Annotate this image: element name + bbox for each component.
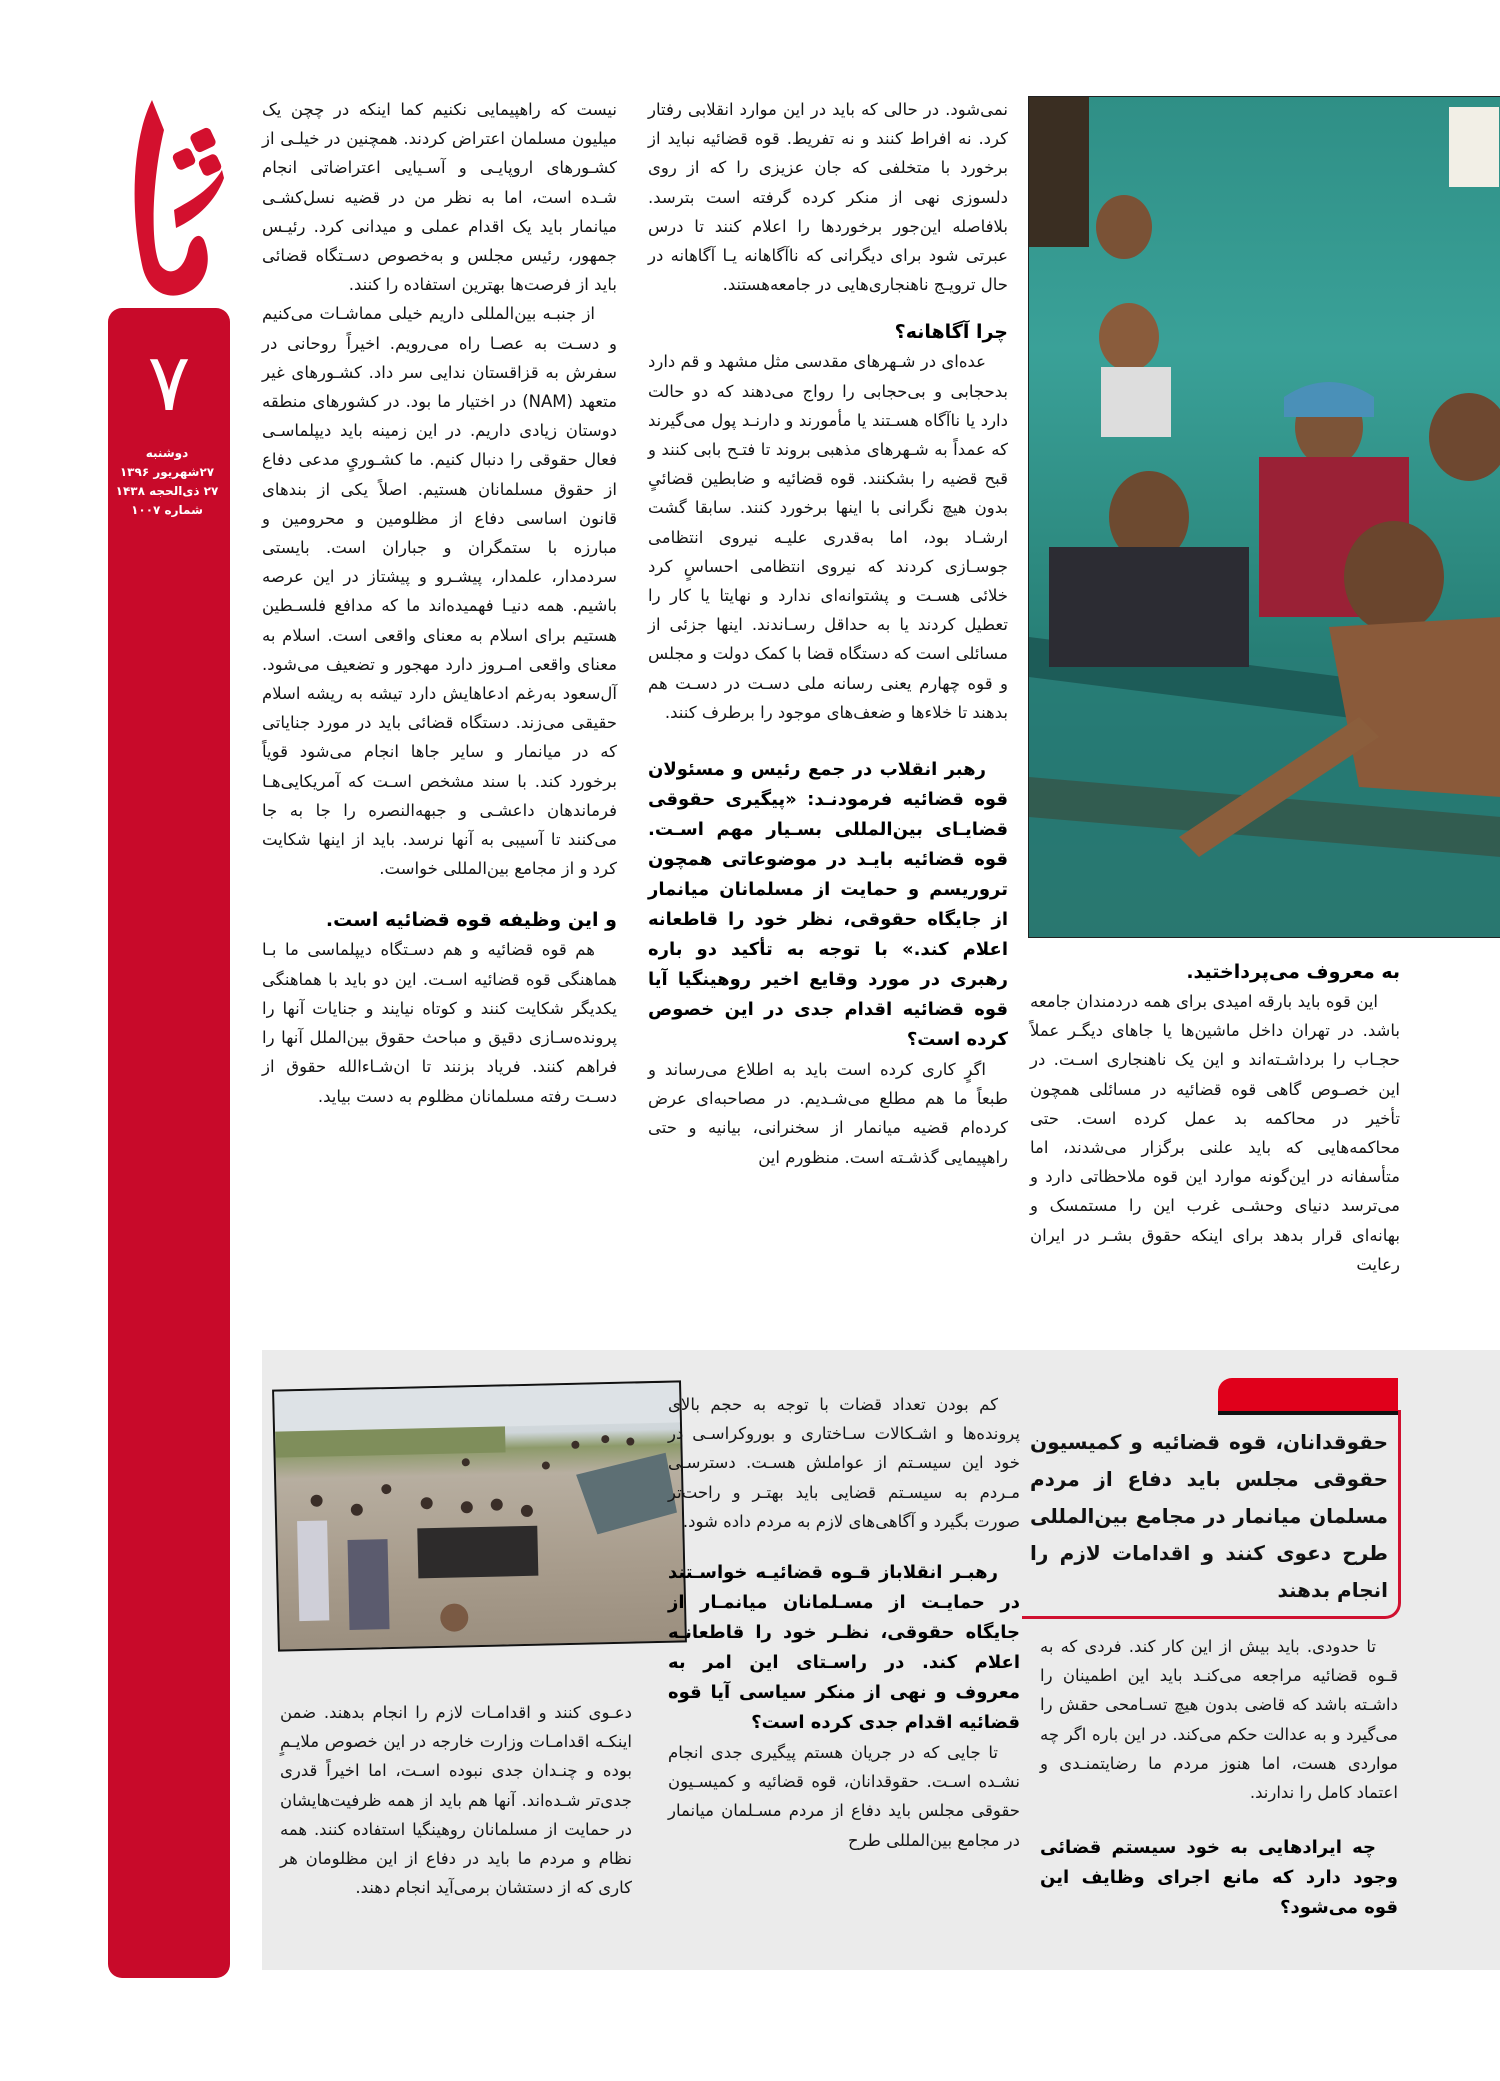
article-column-3 <box>262 95 617 1111</box>
beach-rescue-photo-icon <box>274 1382 685 1649</box>
interview-question-3: رهبـر انقلاباز قـوه قضائیـه خواسـتند در حمایـت از مسـلمانان میانمـار از جایگاه حقوقی، نظـر خود را قاطعانـه اعلام کند. در راسـتای این امر به معروف و نهی از منکر سیاسی آیا قوه قضائیه اقدام جدی کرده است؟ <box>668 1562 1020 1734</box>
paragraph: کم بودن تعداد قضات با توجه به حجم بالای پرونده‌ها و اشـکالات سـاختاری و بوروکراسـی در خود این سیسـتم از عواملش هسـت. دسترسـی مـردم به سیسـتم قضایی باید بهتـر و راحت‌تر صورت بگیرد و آگاهی‌های لازم به مردم داده شود. <box>668 1395 1020 1531</box>
paragraph: اگرٍ کاری کرده است باید به اطلاع می‌رساند و طبعاً ما هم مطلع می‌شـدیم. در مصاحبه‌ای عرض کرده‌ام قضیه میانمار از سخنرانی، بیانیه و حتی راهپیمایی گذشـته است. منظورم این <box>648 1060 1008 1167</box>
page-tab <box>108 308 230 1978</box>
paragraph: تا حدودی. باید بیش از این کار کند. فردی که به قـوه قضائیه مراجعه می‌کنـد باید این اطمینان را داشـته باشد که قاضی بدون هیچ تسـامحی حقش را می‌گیرد و به عدالت حکم می‌کند. در این باره اگر چه مواردی هست، اما هنوز مردم ما رضایتمنـدی و اعتماد کامل را ندارند. <box>1040 1637 1398 1803</box>
paragraph: تا جایی که در جریان هستم پیگیری جدی انجام نشـده اسـت. حقوقدانان، قوه قضائیه و کمیسـیون حقوقی مجلس باید دفاع از مردم مسـلمان میانمار در مجامع بین‌المللی طرح <box>668 1743 1020 1850</box>
paragraph: نمی‌شود. در حالی که باید در این موارد انقلابی رفتار کرد. نه افراط کنند و نه تفریط. قوه قضائیه نباید از برخورد با متخلفی که جان عزیزی را که از روی دلسوزی نهی از منکر کرده گرفته است بترسد. بلافاصله این‌جور برخوردها را اعلام کنند تا درس عبرتی شود برای دیگرانی که ناآگاهانه یـا آگاهانه در حال ترویـج ناهنجاری‌هایی در جامعه‌هستند. <box>648 100 1008 295</box>
pull-quote: حقوقدانان، قوه قضائیه و کمیسیون حقوقی مجلس باید دفاع از مردم مسلمان میانمار در مجامع بین‌المللی طرح دعوی کنند و اقدامات لازم را انجام بدهند <box>1030 1430 1388 1602</box>
paragraph: این قوه باید بارقه امیدی برای همه دردمندان جامعه باشد. در تهران داخل ماشین‌ها یا جاهای دیگـر عملاً حجـاب را برداشـته‌اند و این یک ناهنجاری اسـت. در این خصـوص گاهی قوه قضائیه در مسائلی همچون تأخیر در محاکمه بد عمل کرده است. حتی محاکمه‌هایی که باید علنی برگزار می‌شدند، اما متأسفانه در این‌گونه موارد این قوه ملاحظاتی دارد و می‌ترسد دنیای وحشـی غرب این را مستمسک و بهانه‌ای قرار بدهد برای اینکه حقوق بشـر در ایران رعایت <box>1030 992 1400 1274</box>
logo-calligraphy-icon <box>112 90 232 305</box>
article-column-2 <box>648 95 1008 1172</box>
subhead-judiciary-duty: و این وظیفه قوه قضائیه است. <box>325 909 617 932</box>
paragraph: هم قوه قضائیه و هم دسـتگاه دیپلماسی ما بـا هماهنگی قوه قضائیه اسـت. این دو باید با هماهنگی یکدیگر شکایت کنند و کوتاه نیایند و جنایات آنها را پرونده‌سـازی دقیق و مباحث حقوق بین‌الملل آنها را فراهم کنند. فریاد بزنند تا ان‌شـاءالله حقوق از دسـت رفته مسلمانان مظلوم به دست بیاید. <box>262 940 617 1106</box>
sidebar-column-middle <box>668 1390 1020 1855</box>
date-lunar: ۲۷ ذی‌الحجه ۱۴۳۸ <box>115 484 219 498</box>
subhead-enjoining-good: به معروف می‌پرداختید. <box>1186 961 1400 983</box>
paragraph: نیست که راهپیمایی نکنیم کما اینکه در چچن یک میلیون مسلمان اعتراض کردند. همچنین در خیلـی از کشـورهای اروپایـی و آسـیایی اعتراضاتی انجام شـده است، اما به نظر من در قضیه نسل‌کشـی میانمار باید یک اقدام عملی و میدانی کرد. رئیـس جمهور، رئیس مجلس و به‌خصوص دسـتگاه قضائی باید از فرصت‌ها بهترین استفاده را کنند. <box>262 100 617 295</box>
subhead-why-aware: چرا آگاهانه؟ <box>894 321 1008 344</box>
interview-question-2: چه ایرادهایی به خود سیستم قضائی وجود دارد که مانع اجرای وظایف این قوه می‌شود؟ <box>1040 1837 1398 1919</box>
sidebar-column-left <box>280 1698 632 1902</box>
paragraph: عده‌ای در شـهرهای مقدسی مثل مشهد و قم دارد بدحجابی و بی‌حجابی را رواج می‌دهند که دو حالت دارد یا ناآگاه هسـتند یا مأمورند و دارنـد پول می‌گیرند که عمداً به شـهرهای مذهبی بروند تا فتـح بابی کنند و قبح قضیه را بشکنند. قوه قضائیه و ضابطین قضائیٍ بدون هیچ نگرانی با اینها برخورد کنند. سابقا گشت ارشـاد بود، اما به‌قدری علیـه نیروی انتظامی جوسـازی کردند که نیروی انتظامی احساسٍ کرد خلائی هسـت و پشتوانه‌ای ندارد و نهایتا یا کار را تعطیل کردند یا به حداقل رسـاندند. اینها جزئی از مسائلی است که دستگاه قضا با کمک دولت و مجلس و قوه چهارم یعنی رسانه ملی دسـت در دسـت هم بدهند تا خلاءها و ضعف‌های موجود را برطرف کنند. <box>648 352 1008 722</box>
paragraph: از جنبـه بین‌المللی داریم خیلی مماشـات می‌کنیم و دسـت به عصـا راه می‌رویم. اخیراً روحانی در سفرش به قزاقستان ندایی سر داد. کشـورهای غیر متعهد (NAM) در اختیار ما بود. در کشورهای منطقه دوستان زیادی داریم. در این زمینه باید دیپلماسـی فعال حقوقی را دنبال کنیم. ما کشـوریٍ مدعی دفاع از حقوق مسلمانان هستیم. اصلاً یکی از بندهای قانون اساسی دفاع از مظلومین و محرومین و مبارزه با ستمگران و جباران است. بایستی سردمدار، علمدار، پیشـرو و پیشتاز در این عرصه باشیم. همه دنیـا فهمیده‌اند ما که مدافع فلسـطین هستیم برای اسلام به معنای واقعی است. اسلام به معنای واقعی امـروز دارد مهجور و تضعیف می‌شود. آل‌سعود به‌رغم ادعاهایش دارد تیشه به ریشه اسلام حقیقی می‌زند. دستگاه قضائی باید در مورد جنایاتی که در میانمار و سایر جاها انجام می‌شود قویاً برخورد کند. با سند مشخص اسـت که آمریکایی‌هـا فرماندهان داعشـی و جبهه‌النصره را جا به جا می‌کنند تا آسیبی به آنها نرسد. باید از اینها شکایت کرد و از مجامع بین‌المللی خواست. <box>262 304 617 879</box>
magazine-logo <box>112 90 232 305</box>
refugee-boat-photo-icon <box>1029 97 1500 937</box>
issue-date-block <box>108 444 226 520</box>
issue-number: شماره ۱۰۰۷ <box>131 503 203 517</box>
interview-question-1: رهبر انقلاب در جمع رئیس و مسئولان قوه قضائیه فرمودنـد: «پیگیری حقوقی قضایـای بین‌المللی بسـیار مهم اسـت. قوه قضائیه بایـد در موضوعاتی همچون تروریسم و حمایت از مسلمانان میانمار از جایگاه حقوقی، نظر خود را قاطعانه اعلام کند.» با توجه به تأکید دو باره رهبری در مورد وقایع اخیر روهینگیا آیا قوه قضائیه اقدام جدی در این خصوص کرده است؟ <box>648 759 1008 1051</box>
page-number: ۷ <box>147 336 191 429</box>
article-column-1 <box>1030 957 1400 1279</box>
photo-refugees-on-boat <box>1028 96 1500 938</box>
photo-rohingya-beach <box>272 1380 687 1651</box>
paragraph: دعـوی کنند و اقدامـات لازم را انجام بدهند. ضمن اینکـه اقدامـات وزارت خارجه در این خصوص ملایـمٍ بوده و چنـدان جدی نبوده اسـت، اما اخیراً قدری جدی‌تر شـده‌اند. آنها هم باید از همه ظرفیت‌هایشان در حمایت از مسلمانان روهینگیا استفاده کنند. همه نظام و مردم ما باید در دفاع از این مظلومان هر کاری که از دستشان برمی‌آید انجام دهند. <box>280 1703 632 1898</box>
weekday: دوشنبه <box>145 446 189 460</box>
date-solar: ۲۷شهریور ۱۳۹۶ <box>119 465 215 479</box>
sidebar-column-right <box>1040 1632 1398 1923</box>
